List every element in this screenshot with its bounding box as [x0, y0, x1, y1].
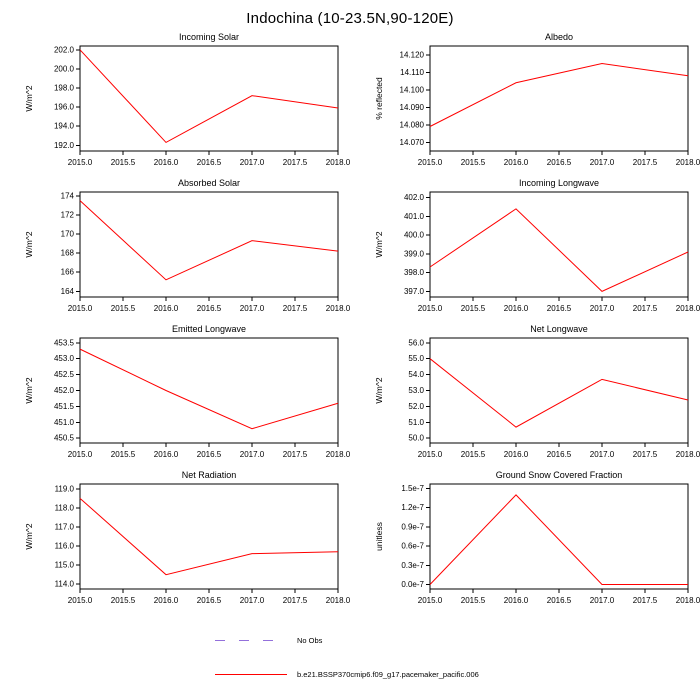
- legend-label-no-obs: No Obs: [297, 635, 323, 645]
- svg-text:2015.5: 2015.5: [460, 596, 486, 605]
- svg-text:2016.5: 2016.5: [546, 158, 572, 167]
- svg-text:2018.0: 2018.0: [325, 304, 350, 313]
- svg-text:56.0: 56.0: [408, 338, 424, 348]
- svg-text:W/m^2: W/m^2: [24, 377, 34, 404]
- svg-text:55.0: 55.0: [408, 354, 424, 364]
- svg-text:2016.0: 2016.0: [153, 450, 179, 459]
- svg-text:2016.0: 2016.0: [503, 450, 529, 459]
- svg-text:196.0: 196.0: [53, 102, 74, 112]
- svg-text:2015.5: 2015.5: [460, 304, 486, 313]
- svg-text:2017.5: 2017.5: [282, 596, 308, 605]
- svg-text:2015.5: 2015.5: [110, 158, 136, 167]
- svg-text:166: 166: [60, 267, 74, 277]
- svg-text:2017.0: 2017.0: [589, 158, 615, 167]
- svg-text:2015.0: 2015.0: [417, 450, 443, 459]
- svg-text:400.0: 400.0: [403, 230, 424, 240]
- svg-text:2016.0: 2016.0: [503, 158, 529, 167]
- svg-text:402.0: 402.0: [403, 193, 424, 203]
- svg-text:452.0: 452.0: [53, 386, 74, 395]
- svg-text:0.3e-7: 0.3e-7: [401, 560, 424, 570]
- svg-text:2016.0: 2016.0: [503, 596, 529, 605]
- svg-text:0.0e-7: 0.0e-7: [401, 580, 424, 590]
- svg-text:450.5: 450.5: [53, 433, 74, 443]
- chart-panel-incoming-solar: [0, 31, 350, 177]
- chart-grid: [0, 31, 700, 615]
- svg-text:198.0: 198.0: [53, 83, 74, 93]
- svg-text:2017.5: 2017.5: [632, 158, 658, 167]
- svg-text:W/m^2: W/m^2: [24, 523, 34, 550]
- svg-text:2018.0: 2018.0: [675, 158, 700, 167]
- svg-text:2017.0: 2017.0: [239, 158, 265, 167]
- chart-canvas-ground-snow-fraction: [350, 481, 700, 615]
- chart-panel-ground-snow-fraction: [350, 469, 700, 615]
- chart-canvas-net-radiation: [0, 481, 350, 615]
- legend-item-no-obs: [215, 635, 700, 645]
- svg-text:401.0: 401.0: [403, 211, 424, 221]
- svg-text:2018.0: 2018.0: [675, 450, 700, 459]
- svg-text:W/m^2: W/m^2: [24, 231, 34, 258]
- svg-text:2015.5: 2015.5: [110, 304, 136, 313]
- svg-text:172: 172: [60, 210, 74, 220]
- svg-text:118.0: 118.0: [54, 503, 74, 513]
- svg-text:2015.5: 2015.5: [460, 450, 486, 459]
- svg-text:2017.0: 2017.0: [239, 596, 265, 605]
- svg-text:2016.5: 2016.5: [196, 158, 222, 167]
- svg-text:2015.0: 2015.0: [67, 304, 93, 313]
- chart-canvas-emitted-longwave: [0, 335, 350, 469]
- svg-text:170: 170: [60, 229, 74, 239]
- svg-text:14.120: 14.120: [399, 50, 424, 60]
- svg-text:2018.0: 2018.0: [325, 158, 350, 167]
- svg-text:202.0: 202.0: [53, 45, 74, 55]
- svg-text:0.9e-7: 0.9e-7: [401, 522, 424, 532]
- legend-label-model-run: b.e21.BSSP370cmip6.f09_g17.pacemaker_pacific.006: [297, 669, 479, 679]
- svg-text:2015.5: 2015.5: [110, 596, 136, 605]
- svg-text:397.0: 397.0: [403, 286, 424, 296]
- svg-text:54.0: 54.0: [408, 370, 424, 380]
- svg-text:398.0: 398.0: [403, 268, 424, 278]
- chart-title: Emitted Longwave: [171, 324, 247, 334]
- chart-panel-incoming-longwave: [350, 177, 700, 323]
- chart-canvas-incoming-solar: [0, 43, 350, 177]
- svg-text:2015.0: 2015.0: [67, 158, 93, 167]
- svg-text:51.0: 51.0: [408, 417, 424, 427]
- svg-text:2016.0: 2016.0: [503, 304, 529, 313]
- svg-text:14.090: 14.090: [399, 102, 424, 112]
- svg-text:192.0: 192.0: [53, 140, 74, 150]
- svg-text:114.0: 114.0: [54, 579, 74, 589]
- svg-text:200.0: 200.0: [53, 64, 74, 74]
- svg-text:2015.5: 2015.5: [110, 450, 136, 459]
- chart-canvas-net-longwave: [350, 335, 700, 469]
- svg-text:2016.5: 2016.5: [546, 596, 572, 605]
- svg-text:2015.5: 2015.5: [460, 158, 486, 167]
- svg-text:2016.0: 2016.0: [153, 158, 179, 167]
- svg-text:2015.0: 2015.0: [67, 596, 93, 605]
- svg-text:117.0: 117.0: [54, 522, 74, 532]
- svg-text:2016.5: 2016.5: [546, 304, 572, 313]
- svg-text:164: 164: [60, 286, 74, 296]
- no-obs-dashed-line-sample: [215, 640, 287, 641]
- svg-text:W/m^2: W/m^2: [24, 85, 34, 112]
- svg-text:2017.5: 2017.5: [632, 304, 658, 313]
- chart-title: Absorbed Solar: [177, 178, 241, 188]
- svg-text:14.100: 14.100: [399, 85, 424, 95]
- chart-panel-net-radiation: [0, 469, 350, 615]
- svg-text:453.5: 453.5: [53, 338, 74, 348]
- chart-canvas-absorbed-solar: [0, 189, 350, 323]
- svg-text:2015.0: 2015.0: [417, 596, 443, 605]
- chart-title: Incoming Solar: [178, 32, 240, 42]
- svg-text:399.0: 399.0: [403, 249, 424, 259]
- svg-text:2016.5: 2016.5: [196, 596, 222, 605]
- svg-text:174: 174: [60, 191, 74, 201]
- svg-text:2016.5: 2016.5: [196, 304, 222, 313]
- svg-text:2018.0: 2018.0: [675, 304, 700, 313]
- svg-text:115.0: 115.0: [54, 560, 74, 570]
- svg-text:2017.0: 2017.0: [589, 596, 615, 605]
- svg-text:2016.0: 2016.0: [153, 304, 179, 313]
- chart-title: Incoming Longwave: [518, 178, 600, 188]
- svg-text:% reflected: % reflected: [374, 77, 384, 120]
- svg-text:116.0: 116.0: [54, 541, 74, 551]
- svg-text:2017.5: 2017.5: [282, 450, 308, 459]
- svg-text:2017.0: 2017.0: [589, 304, 615, 313]
- chart-title: Ground Snow Covered Fraction: [495, 470, 623, 480]
- svg-text:0.6e-7: 0.6e-7: [401, 541, 424, 551]
- svg-text:2016.5: 2016.5: [196, 450, 222, 459]
- legend: [215, 635, 700, 679]
- page-title: Indochina (10-23.5N,90-120E): [246, 10, 454, 27]
- legend-item-model-run: [215, 669, 700, 679]
- chart-title: Net Longwave: [530, 324, 588, 334]
- chart-canvas-albedo: [350, 43, 700, 177]
- svg-text:2017.0: 2017.0: [239, 304, 265, 313]
- svg-text:2017.0: 2017.0: [239, 450, 265, 459]
- svg-text:2015.0: 2015.0: [67, 450, 93, 459]
- svg-text:W/m^2: W/m^2: [374, 231, 384, 258]
- svg-text:453.0: 453.0: [53, 354, 74, 364]
- svg-text:2018.0: 2018.0: [325, 450, 350, 459]
- svg-text:2017.0: 2017.0: [589, 450, 615, 459]
- svg-text:1.2e-7: 1.2e-7: [401, 503, 424, 513]
- chart-title: Net Radiation: [181, 470, 237, 480]
- svg-text:2017.5: 2017.5: [632, 596, 658, 605]
- svg-text:14.110: 14.110: [400, 67, 424, 77]
- chart-title: Albedo: [544, 32, 574, 42]
- svg-text:451.0: 451.0: [53, 417, 74, 427]
- chart-panel-emitted-longwave: [0, 323, 350, 469]
- svg-text:unitless: unitless: [374, 522, 384, 551]
- svg-text:1.5e-7: 1.5e-7: [401, 483, 424, 493]
- svg-text:2017.5: 2017.5: [632, 450, 658, 459]
- svg-text:119.0: 119.0: [54, 484, 74, 494]
- svg-text:2018.0: 2018.0: [675, 596, 700, 605]
- chart-panel-albedo: [350, 31, 700, 177]
- svg-text:2017.5: 2017.5: [282, 304, 308, 313]
- chart-panel-absorbed-solar: [0, 177, 350, 323]
- svg-text:14.080: 14.080: [399, 120, 424, 130]
- svg-text:2015.0: 2015.0: [417, 158, 443, 167]
- chart-panel-net-longwave: [350, 323, 700, 469]
- svg-text:2016.0: 2016.0: [153, 596, 179, 605]
- svg-text:2018.0: 2018.0: [325, 596, 350, 605]
- svg-text:451.5: 451.5: [53, 401, 74, 411]
- svg-text:14.070: 14.070: [399, 137, 424, 147]
- svg-text:2017.5: 2017.5: [282, 158, 308, 167]
- svg-text:W/m^2: W/m^2: [374, 377, 384, 404]
- model-run-line-sample: [215, 674, 287, 675]
- svg-text:194.0: 194.0: [53, 121, 74, 131]
- svg-text:52.0: 52.0: [408, 401, 424, 411]
- svg-text:452.5: 452.5: [53, 370, 74, 380]
- chart-canvas-incoming-longwave: [350, 189, 700, 323]
- svg-text:2015.0: 2015.0: [417, 304, 443, 313]
- svg-text:50.0: 50.0: [408, 433, 424, 443]
- svg-text:2016.5: 2016.5: [546, 450, 572, 459]
- svg-text:168: 168: [60, 248, 74, 258]
- svg-text:53.0: 53.0: [408, 386, 424, 395]
